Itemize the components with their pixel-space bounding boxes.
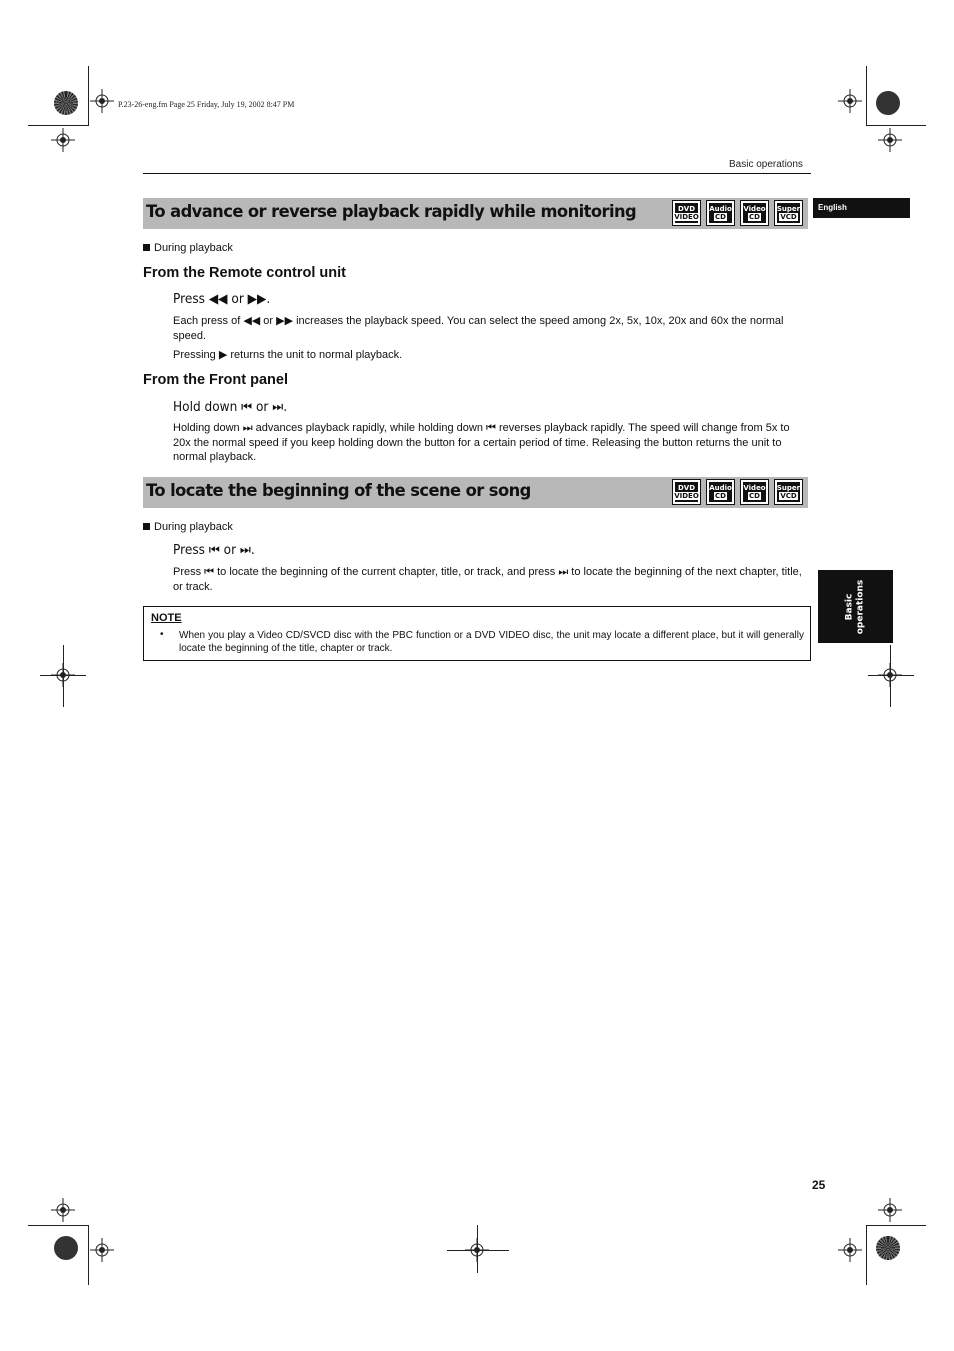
section-title: To advance or reverse playback rapidly while monitoring <box>146 202 637 222</box>
note-title: NOTE <box>151 612 182 624</box>
side-section-tab <box>818 570 893 643</box>
video-cd-icon: Video CD <box>741 201 768 225</box>
paragraph-front: Holding down ⏭ advances playback rapidly, while holding down ⏮ reverses playback rapidly. The speed will change from 5x to 20x the normal speed if you keep holding down the button for a certain period of time. Releasing the button returns the unit to normal playback. <box>173 422 790 463</box>
registration-mark <box>90 1238 114 1262</box>
crop-mark <box>866 66 867 126</box>
instruction-front: Hold down ⏮ or ⏭. <box>173 399 288 415</box>
registration-mark <box>838 89 862 113</box>
crop-mark <box>88 66 89 126</box>
audio-cd-icon: Audio CD <box>707 480 734 504</box>
disc-icon-group <box>673 480 802 504</box>
crop-mark <box>447 1250 509 1251</box>
registration-mark <box>878 1198 902 1222</box>
super-vcd-icon: Super VCD <box>775 201 802 225</box>
condition-label: During playback <box>143 520 233 534</box>
crop-mark <box>868 675 914 676</box>
crop-mark <box>866 1225 926 1226</box>
file-slug: P.23-26-eng.fm Page 25 Friday, July 19, 2002 8:47 PM <box>118 100 295 109</box>
subheading-remote: From the Remote control unit <box>143 265 346 281</box>
paragraph-remote-speed: Each press of ◀◀ or ▶▶ increases the playback speed. You can select the speed among 2x, 5x, 10x, 20x and 60x the normal speed. <box>173 315 784 342</box>
super-vcd-icon: Super VCD <box>775 480 802 504</box>
section-title: To locate the beginning of the scene or song <box>146 481 531 501</box>
registration-mark <box>51 1198 75 1222</box>
subheading-front: From the Front panel <box>143 372 288 388</box>
registration-mark <box>878 128 902 152</box>
crop-mark <box>28 1225 88 1226</box>
header-rule <box>143 173 811 174</box>
color-target-mark <box>54 91 78 115</box>
note-text: When you play a Video CD/SVCD disc with the PBC function or a DVD VIDEO disc, the unit may locate a different place, but it will generally locate the beginning of the title, chapter or track. <box>179 630 804 654</box>
paragraph-remote-normal: Pressing ▶ returns the unit to normal playback. <box>173 349 403 361</box>
registration-mark <box>90 89 114 113</box>
registration-mark <box>838 1238 862 1262</box>
side-tab-line1: Basic <box>844 593 855 620</box>
square-bullet-icon <box>143 244 150 251</box>
running-header: Basic operations <box>729 159 803 170</box>
crop-mark <box>890 645 891 707</box>
crop-mark <box>88 1225 89 1285</box>
section-title-bar <box>143 198 808 229</box>
color-target-mark <box>876 91 900 115</box>
note-box <box>143 606 811 661</box>
audio-cd-icon: Audio CD <box>707 201 734 225</box>
page-number: 25 <box>812 1178 826 1192</box>
disc-icon-group <box>673 201 802 225</box>
condition-label: During playback <box>143 241 233 255</box>
crop-mark <box>866 125 926 126</box>
instruction-remote: Press ◀◀ or ▶▶. <box>173 291 271 307</box>
registration-mark <box>51 128 75 152</box>
crop-mark <box>477 1225 478 1273</box>
crop-mark <box>866 1225 867 1285</box>
paragraph-locate: Press ⏮ to locate the beginning of the current chapter, title, or track, and press ⏭ to locate the beginning of the next chapter, title, or track. <box>173 566 802 593</box>
instruction-locate: Press ⏮ or ⏭. <box>173 542 255 558</box>
section-title-bar <box>143 477 808 508</box>
video-cd-icon: Video CD <box>741 480 768 504</box>
color-target-mark <box>876 1236 900 1260</box>
side-tab-line2: operations <box>855 579 866 634</box>
square-bullet-icon <box>143 523 150 530</box>
dvd-video-icon: DVD VIDEO <box>673 480 700 504</box>
language-tab: English <box>813 198 910 218</box>
dvd-video-icon: DVD VIDEO <box>673 201 700 225</box>
bullet-icon: • <box>160 629 164 640</box>
color-target-mark <box>54 1236 78 1260</box>
crop-mark <box>63 645 64 707</box>
crop-mark <box>28 125 88 126</box>
